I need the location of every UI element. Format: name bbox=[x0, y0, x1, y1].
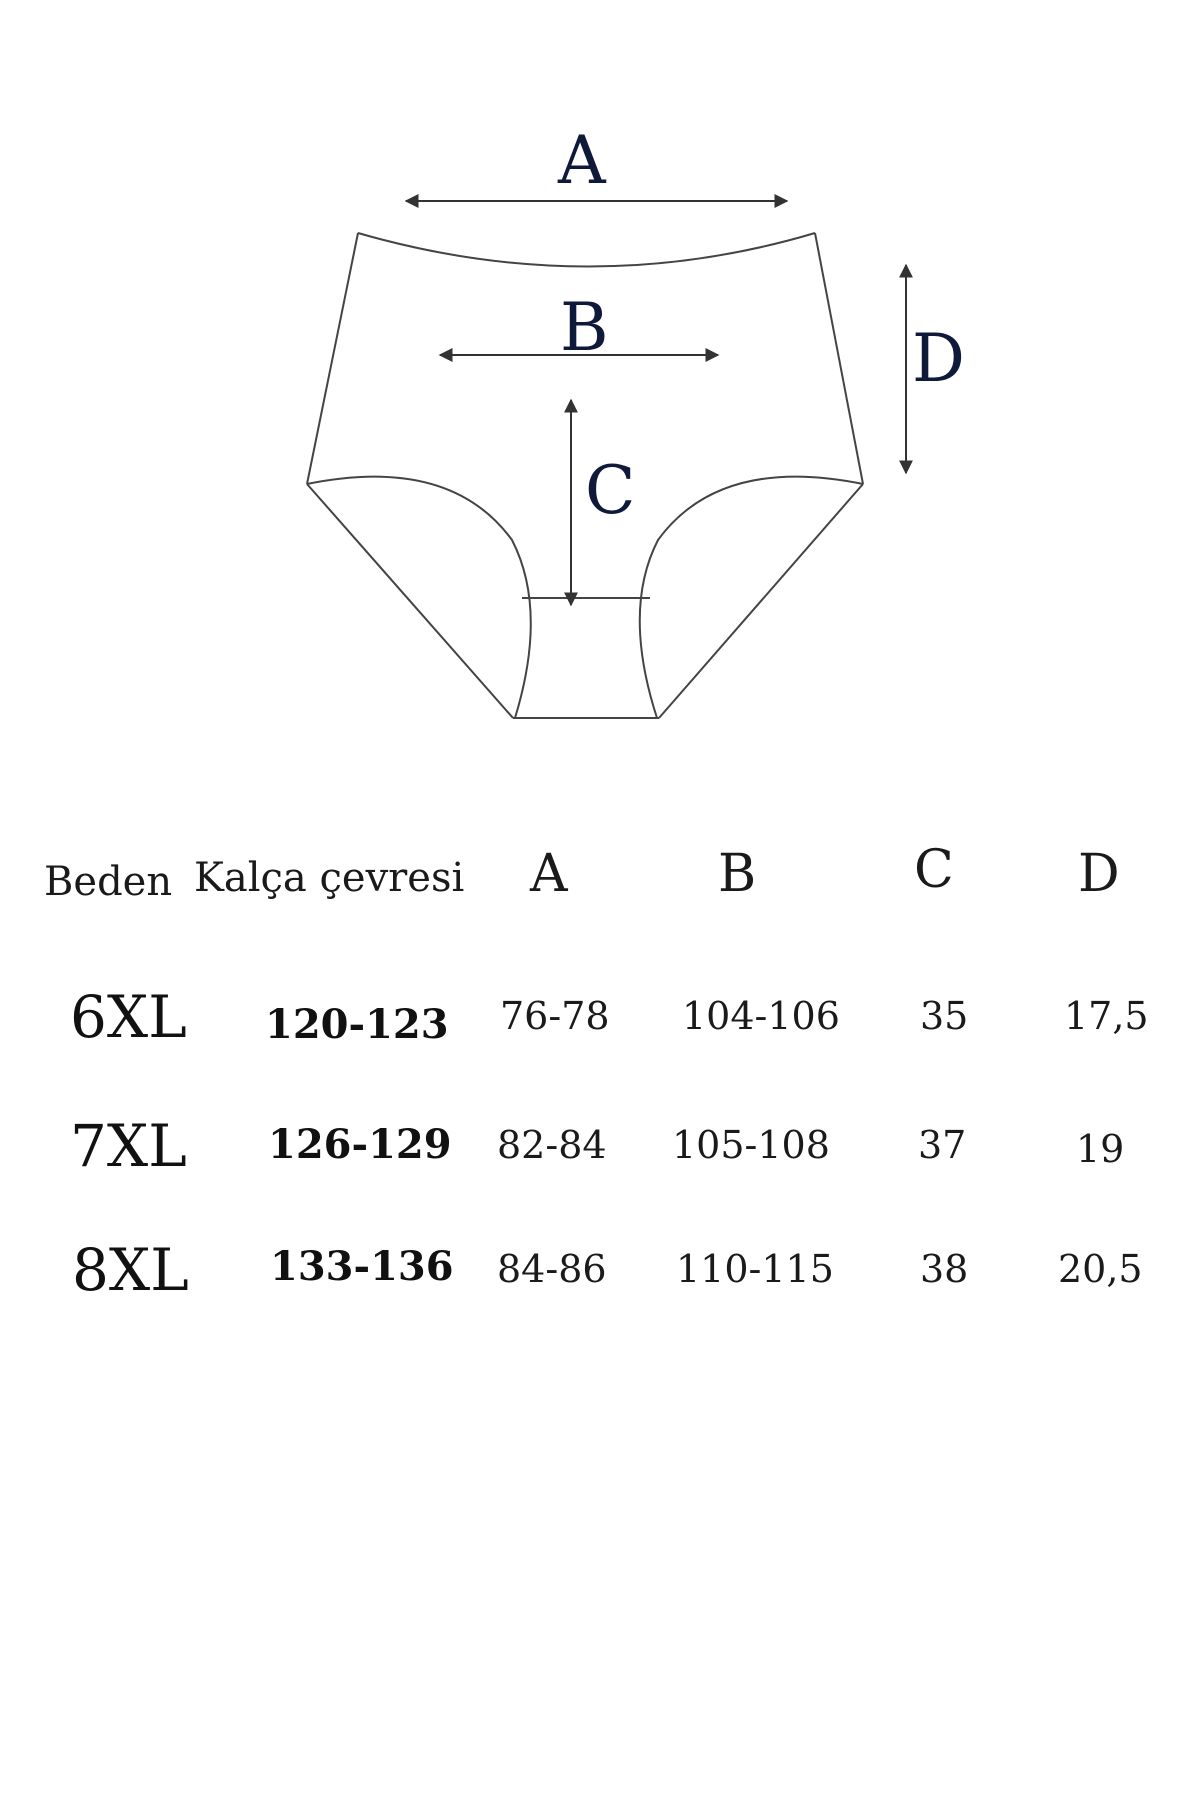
row-2-c: 37 bbox=[918, 1123, 967, 1167]
header-a: A bbox=[530, 844, 568, 904]
label-a: A bbox=[558, 122, 606, 199]
row-3-d: 20,5 bbox=[1058, 1247, 1143, 1291]
row-1-hip: 120-123 bbox=[265, 1001, 449, 1048]
left-leg-opening bbox=[307, 477, 531, 718]
row-1-c: 35 bbox=[920, 994, 969, 1038]
row-3-a: 84-86 bbox=[497, 1247, 607, 1291]
label-c: C bbox=[585, 452, 636, 529]
right-diagonal bbox=[659, 484, 863, 718]
row-3-c: 38 bbox=[920, 1247, 969, 1291]
right-side-line bbox=[815, 233, 863, 484]
label-d: D bbox=[912, 320, 965, 397]
waistband-curve bbox=[358, 233, 815, 267]
right-leg-opening bbox=[640, 477, 863, 718]
header-d: D bbox=[1078, 844, 1120, 904]
row-2-d: 19 bbox=[1076, 1127, 1125, 1171]
header-size: Beden bbox=[44, 859, 173, 905]
row-3-b: 110-115 bbox=[676, 1247, 834, 1291]
left-side-line bbox=[307, 233, 358, 484]
row-1-d: 17,5 bbox=[1064, 994, 1149, 1038]
row-2-b: 105-108 bbox=[672, 1123, 830, 1167]
row-1-b: 104-106 bbox=[682, 994, 840, 1038]
row-3-hip: 133-136 bbox=[270, 1243, 454, 1290]
header-c: C bbox=[914, 840, 954, 900]
row-1-size: 6XL bbox=[70, 983, 187, 1051]
garment-diagram bbox=[0, 0, 1200, 760]
row-2-hip: 126-129 bbox=[268, 1121, 452, 1168]
row-2-size: 7XL bbox=[70, 1112, 187, 1180]
left-diagonal bbox=[307, 484, 513, 718]
header-b: B bbox=[718, 844, 757, 904]
row-1-a: 76-78 bbox=[500, 994, 610, 1038]
label-b: B bbox=[560, 289, 609, 366]
row-2-a: 82-84 bbox=[497, 1123, 607, 1167]
header-hip: Kalça çevresi bbox=[194, 855, 465, 901]
row-3-size: 8XL bbox=[72, 1236, 189, 1304]
